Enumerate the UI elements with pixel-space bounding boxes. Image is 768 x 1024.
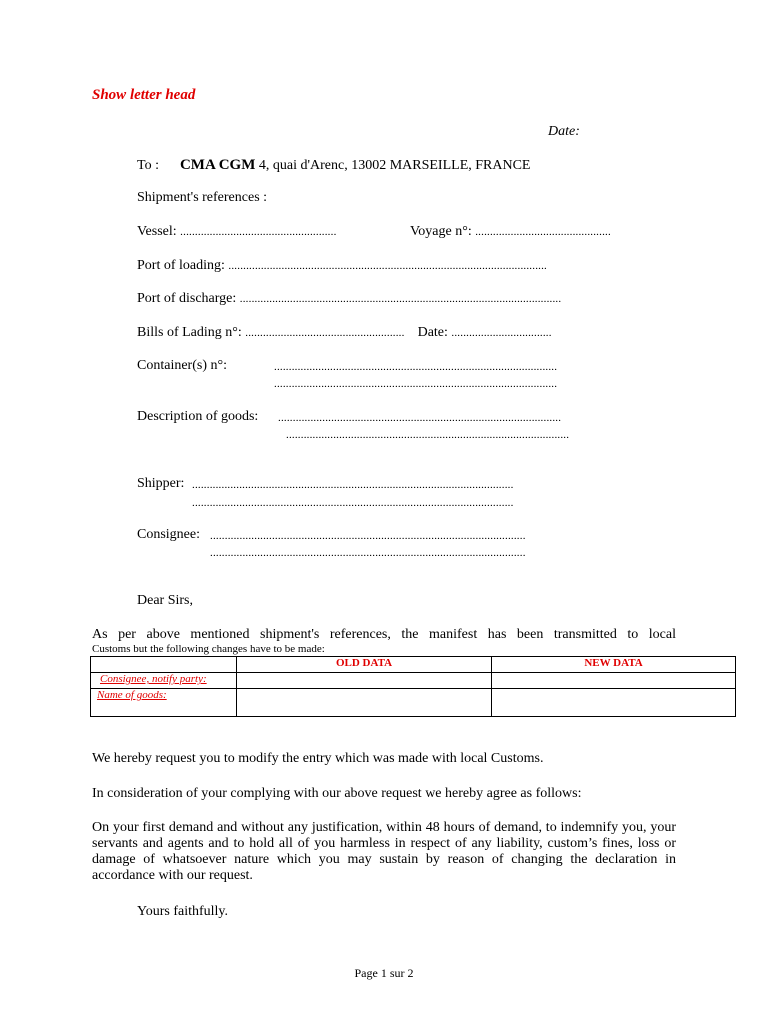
goods-new-cell[interactable]	[492, 689, 736, 717]
bl-dots: ......................................................	[245, 327, 405, 339]
port-discharge-label: Port of discharge:	[137, 291, 237, 306]
indemnify-paragraph: On your first demand and without any justification, within 48 hours of demand, to indemnify you, your servants and agents and to hold all of you harmless in respect of any liability, custom’s fines, loss or damage of whatsoever nature which you may sustain by reason of changing the declaration in accordance with our request.	[92, 820, 676, 883]
voyage-label: Voyage n°:	[410, 224, 472, 239]
consignee-dots-1: ...........................................................................................................	[210, 530, 526, 542]
closing: Yours faithfully.	[137, 904, 229, 919]
bl-label: Bills of Lading n°:	[137, 325, 242, 340]
shipper-dots-2: .............................................................................................................	[192, 497, 514, 509]
containers-dots-2: ................................................................................................	[274, 378, 558, 390]
voyage-dots: ..............................................	[475, 226, 611, 238]
intro-paragraph: As per above mentioned shipment's references, the manifest has been transmitted to local	[92, 627, 676, 642]
consignee-new-cell[interactable]	[492, 673, 736, 689]
new-data-header: NEW DATA	[492, 657, 736, 673]
containers-label: Container(s) n°:	[137, 358, 227, 373]
bl-date-dots: ..................................	[451, 327, 552, 339]
company-name: CMA CGM	[179, 157, 256, 173]
shipper-dots-1: .............................................................................................................	[192, 479, 514, 491]
bl-date-label: Date:	[417, 325, 448, 340]
to-line	[137, 157, 531, 174]
request-paragraph: We hereby request you to modify the entry which was made with local Customs.	[92, 751, 544, 766]
voyage-field	[410, 224, 611, 240]
containers-dots-1: ................................................................................................	[274, 361, 558, 373]
consignee-label: Consignee:	[137, 527, 200, 542]
table-corner-cell	[91, 657, 237, 673]
port-loading-label: Port of loading:	[137, 258, 225, 273]
consignee-dots-2: ...........................................................................................................	[210, 547, 526, 559]
vessel-label: Vessel:	[137, 224, 177, 239]
table-row	[91, 689, 736, 717]
bl-field	[137, 325, 552, 341]
old-data-header: OLD DATA	[237, 657, 492, 673]
date-label: Date:	[548, 124, 580, 139]
vessel-dots: .....................................................	[180, 226, 337, 238]
shipper-label: Shipper:	[137, 476, 185, 491]
table-row	[91, 673, 736, 689]
table-header-row	[91, 657, 736, 673]
description-label: Description of goods:	[137, 409, 259, 424]
consideration-paragraph: In consideration of your complying with our above request we hereby agree as follows:	[92, 786, 582, 801]
port-loading-dots: ............................................................................................................	[228, 260, 547, 272]
consignee-notify-label: Consignee, notify party:	[100, 673, 207, 685]
page-footer: Page 1 sur 2	[354, 966, 414, 980]
consignee-old-cell[interactable]	[237, 673, 492, 689]
port-discharge-field	[137, 291, 561, 307]
port-discharge-dots: .............................................................................................................	[239, 293, 562, 305]
description-dots-1: ................................................................................................	[278, 412, 562, 424]
to-label: To :	[137, 158, 159, 173]
port-loading-field	[137, 258, 547, 274]
shipment-references-label: Shipment's references :	[137, 190, 268, 205]
goods-old-cell[interactable]	[237, 689, 492, 717]
description-dots-2: ................................................................................................	[286, 429, 570, 441]
letterhead-placeholder: Show letter head	[92, 87, 196, 103]
changes-table	[90, 656, 736, 717]
salutation: Dear Sirs,	[137, 593, 193, 608]
vessel-field	[137, 224, 337, 240]
intro-continuation: Customs but the following changes have to be made:	[92, 643, 325, 655]
company-address: 4, quai d'Arenc, 13002 MARSEILLE, FRANCE	[258, 158, 531, 173]
name-of-goods-label: Name of goods:	[97, 689, 167, 701]
